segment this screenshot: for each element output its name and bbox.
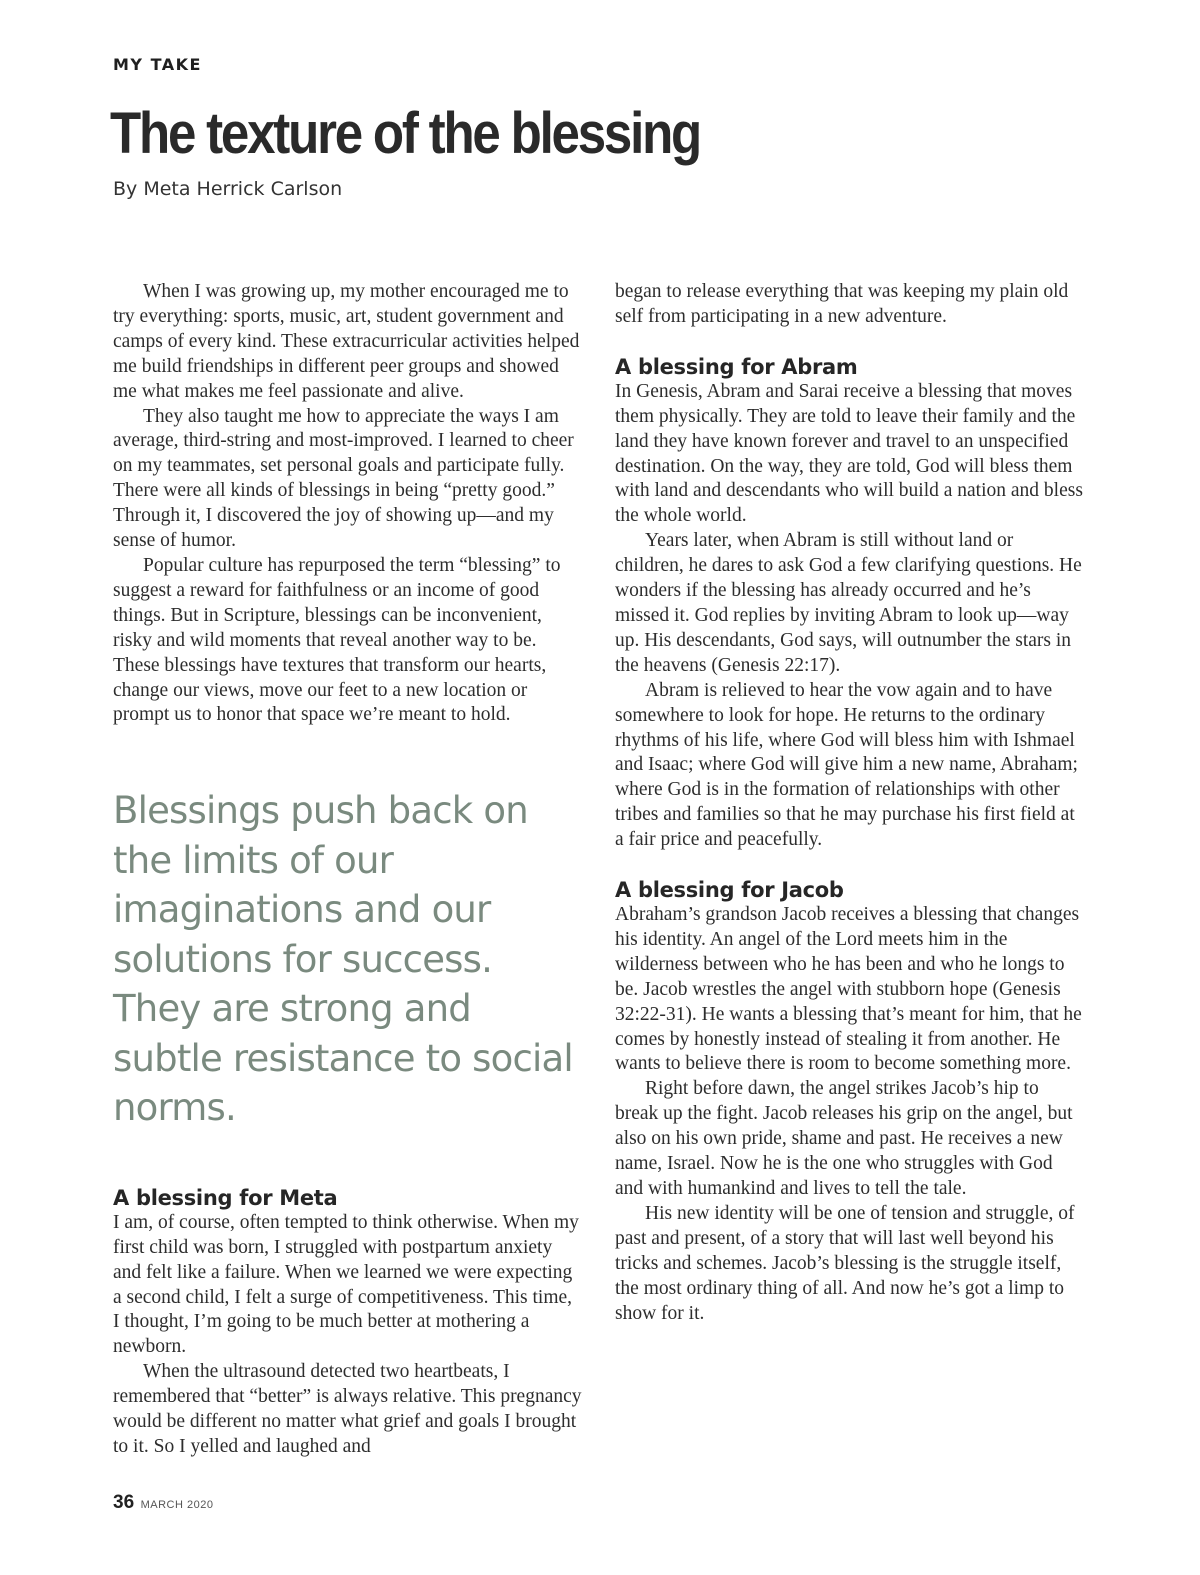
subheading-abram: A blessing for Abram — [615, 354, 858, 379]
body-paragraph: When the ultrasound detected two heartbeats, I remembered that “better” is always relative. This pregnancy would be different no matter what grief and goals I brought to it. So I yelled and laughed and — [113, 1361, 582, 1457]
body-paragraph: His new identity will be one of tension and struggle, of past and present, of a story that will last well beyond his tricks and schemes. Jacob’s blessing is the struggle itself, the most ordinary thing of all. And now he’s got a limp to show for it. — [615, 1202, 1075, 1324]
pull-quote: Blessings push back on the limits of our imaginations and our solutions for success. They are strong and subtle resistance to social norms. — [113, 789, 573, 1130]
body-paragraph: Years later, when Abram is still without land or children, he dares to ask God a few clarifying questions. He wonders if the blessing has already occurred and he’s missed it. God replies by inviting Abram to look up—way up. His descendants, God says, will outnumber the stars in the heavens (Genesis 22:17). — [615, 530, 1082, 676]
subheading-meta: A blessing for Meta — [113, 1185, 338, 1210]
byline: By Meta Herrick Carlson — [113, 178, 343, 200]
subheading-jacob: A blessing for Jacob — [615, 878, 844, 903]
body-paragraph: Popular culture has repurposed the term “blessing” to suggest a reward for faithfulness or an income of good things. But in Scripture, blessings can be inconvenient, risky and wild moments that reveal another way to be. These blessings have textures that transform our hearts, change our views, move our feet to a new location or prompt us to honor that space we’re meant to hold. — [113, 554, 561, 726]
body-paragraph: Right before dawn, the angel strikes Jacob’s hip to break up the fight. Jacob releases his grip on the angel, but also on his own pride, shame and past. He receives a new name, Israel. Now he is the one who struggles with God and with humankind and lives to tell the tale. — [615, 1078, 1073, 1199]
body-paragraph: In Genesis, Abram and Sarai receive a blessing that moves them physically. They are told to leave their family and the land they have known forever and travel to an unspecified destination. On the way, they are told, God will bless them with land and descendants who will build a nation and bless the whole world. — [615, 380, 1083, 527]
body-paragraph: I am, of course, often tempted to think otherwise. When my first child was born, I struggled with postpartum anxiety and felt like a failure. When we learned we were expecting a second child, I felt a surge of competitiveness. This time, I thought, I’m going to be much better at mothering a newborn. — [113, 1211, 579, 1358]
body-paragraph: Abram is relieved to hear the vow again and to have somewhere to look for hope. He returns to the ordinary rhythms of his life, where God will bless him with Ishmael and Isaac; where God will give him a new name, Abraham; where God is in the formation of relationships with other tribes and families so that he may purchase his first field at a fair price and peacefully. — [615, 679, 1078, 851]
left-column — [113, 280, 583, 1460]
body-paragraph-continued: began to release everything that was keeping my plain old self from participating in a new adventure. — [615, 281, 1069, 327]
right-column — [615, 280, 1085, 1326]
section-label: MY TAKE — [113, 55, 202, 74]
issue-date: MARCH 2020 — [140, 1499, 214, 1511]
page-footer — [113, 1492, 213, 1514]
body-paragraph: When I was growing up, my mother encouraged me to try everything: sports, music, art, student government and camps of every kind. These extracurricular activities helped me build friendships in different peer groups and showed me what makes me feel passionate and alive. — [113, 281, 580, 402]
body-paragraph: They also taught me how to appreciate the ways I am average, third-string and most-improved. I learned to cheer on my teammates, set personal goals and participate fully. There were all kinds of blessings in being “pretty good.” Through it, I discovered the joy of showing up—and my sense of humor. — [113, 405, 574, 552]
body-paragraph: Abraham’s grandson Jacob receives a blessing that changes his identity. An angel of the Lord meets him in the wilderness between who he has been and who he longs to be. Jacob wrestles the angel with stubborn hope (Genesis 32:22-31). He wants a blessing that’s meant for him, that he comes by honestly instead of stealing it from another. He wants to believe there is room to become something more. — [615, 904, 1082, 1075]
article-title: The texture of the blessing — [110, 101, 701, 166]
page-number: 36 — [113, 1492, 135, 1513]
